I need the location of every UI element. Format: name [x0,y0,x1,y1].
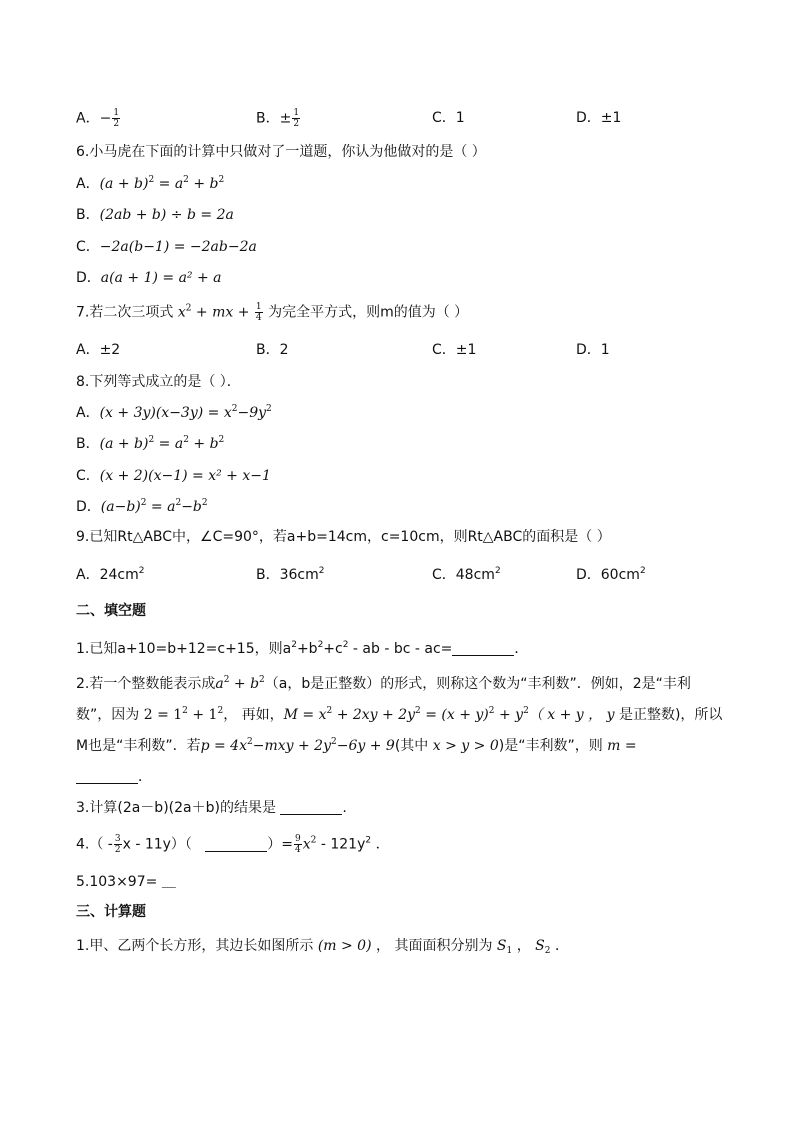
q9-option-b[interactable]: B．$36cm^2$ [256,566,325,583]
q8-stem: 8.下列等式成立的是（ ）． [76,374,241,390]
q6-stem: 6.小马虎在下面的计算中只做对了一道题，你认为他做对的是（ ） [76,144,486,160]
fill-question-3: 3.计算(2a－b)(2a＋b)的结果是 . [76,800,347,816]
section-title-calculation: 三、计算题 [76,904,146,920]
answer-blank[interactable]: ＿ [161,874,176,890]
fill-question-4: 4.（ - $\frac{3}{2}$ x - 11y）（ ）= $\frac{9}{4}$ $x^2 - 121y^2$ ． [76,834,390,855]
answer-blank[interactable] [76,769,138,784]
answer-blank[interactable] [280,800,342,815]
q7-stem: 7.若二次三项式 $x^2$ + mx + $\frac{1}{4}$ 为完全平方式，则m的值为（ ） [76,302,469,323]
q9-option-d[interactable]: D．$60cm^2$ [576,566,646,583]
fraction: $\frac{1}{4}$ [255,302,262,323]
answer-blank[interactable] [452,641,514,656]
q5-option-d[interactable]: D．±1 [576,110,622,126]
answer-blank[interactable] [205,837,267,852]
q5-option-c[interactable]: C．1 [432,110,465,126]
q8-option-c[interactable]: C．(x + 2)(x−1) = x² + x−1 [76,468,271,484]
fraction: $\frac{3}{2}$ [114,834,121,855]
fill-question-1: 1.已知a+10=b+12=c+15，则$a^2+b^2+c^2$ - ab - bc - ac= ． [76,640,529,657]
q8-option-b[interactable]: B．$(a + b)^2 = a^2 + b^2$ [76,435,225,452]
q6-option-a[interactable]: A．$(a + b)^2 = a^2 + b^2$ [76,175,225,192]
fraction: $\frac{1}{2}$ [113,108,120,129]
q9-option-c[interactable]: C．$48cm^2$ [432,566,501,583]
fill-question-2-line-4: ． [76,767,152,787]
q6-option-d[interactable]: D．a(a + 1) = a² + a [76,270,222,286]
q7-option-d[interactable]: D．1 [576,342,610,358]
q6-option-c[interactable]: C．−2a(b−1) = −2ab−2a [76,239,257,255]
fill-question-2-line-1: 2.若一个整数能表示成$a^2 + b^2(a$，b是正整数）的形式，则称这个数为“丰利数”．例如，2是“丰利 [76,675,691,692]
fill-question-5: 5.103×97= ＿ [76,874,176,890]
q8-option-d[interactable]: D．$(a-b)^2 = a^2-b^2$ [76,498,208,515]
fill-question-2-line-2: 数”，因为 $2 = 1^2 + 1^2$， 再如，$M = x^2 + 2xy + 2y^2 = (x + y)^2 + y^2$（ x + y ， y 是正整数)，所以 [76,706,723,723]
q9-option-a[interactable]: A．$24cm^2$ [76,566,145,583]
q8-option-a[interactable]: A．$(x + 3y)(x-3y) = x^2-9y^2$ [76,404,272,421]
section-title-fill-in: 二、填空题 [76,603,146,619]
fill-question-2-line-3: M也是“丰利数”．若$p = 4x^2-mxy + 2y^2-6y + 9$(其中 x > y > 0)是“丰利数”，则 m = [76,737,637,754]
fraction: $\frac{1}{2}$ [293,108,300,129]
q6-option-b[interactable]: B．(2ab + b) ÷ b = 2a [76,207,234,223]
q9-stem: 9.已知Rt△ABC中，∠C=90°，若a+b=14cm，c=10cm，则Rt△ABC的面积是（ ） [76,529,611,545]
q7-option-c[interactable]: C．±1 [432,342,477,358]
q7-option-a[interactable]: A．±2 [76,342,121,358]
calc-question-1: 1.甲、乙两个长方形，其边长如图所示 (m > 0) ， 其面面积分别为 $S_1$ ， $S_2$ ． [76,938,569,956]
q5-option-a[interactable]: A．− $\frac{1}{2}$ [76,108,120,129]
fraction: $\frac{9}{4}$ [295,834,301,855]
q5-option-b[interactable]: B．± $\frac{1}{2}$ [256,108,300,129]
q7-option-b[interactable]: B．2 [256,342,289,358]
